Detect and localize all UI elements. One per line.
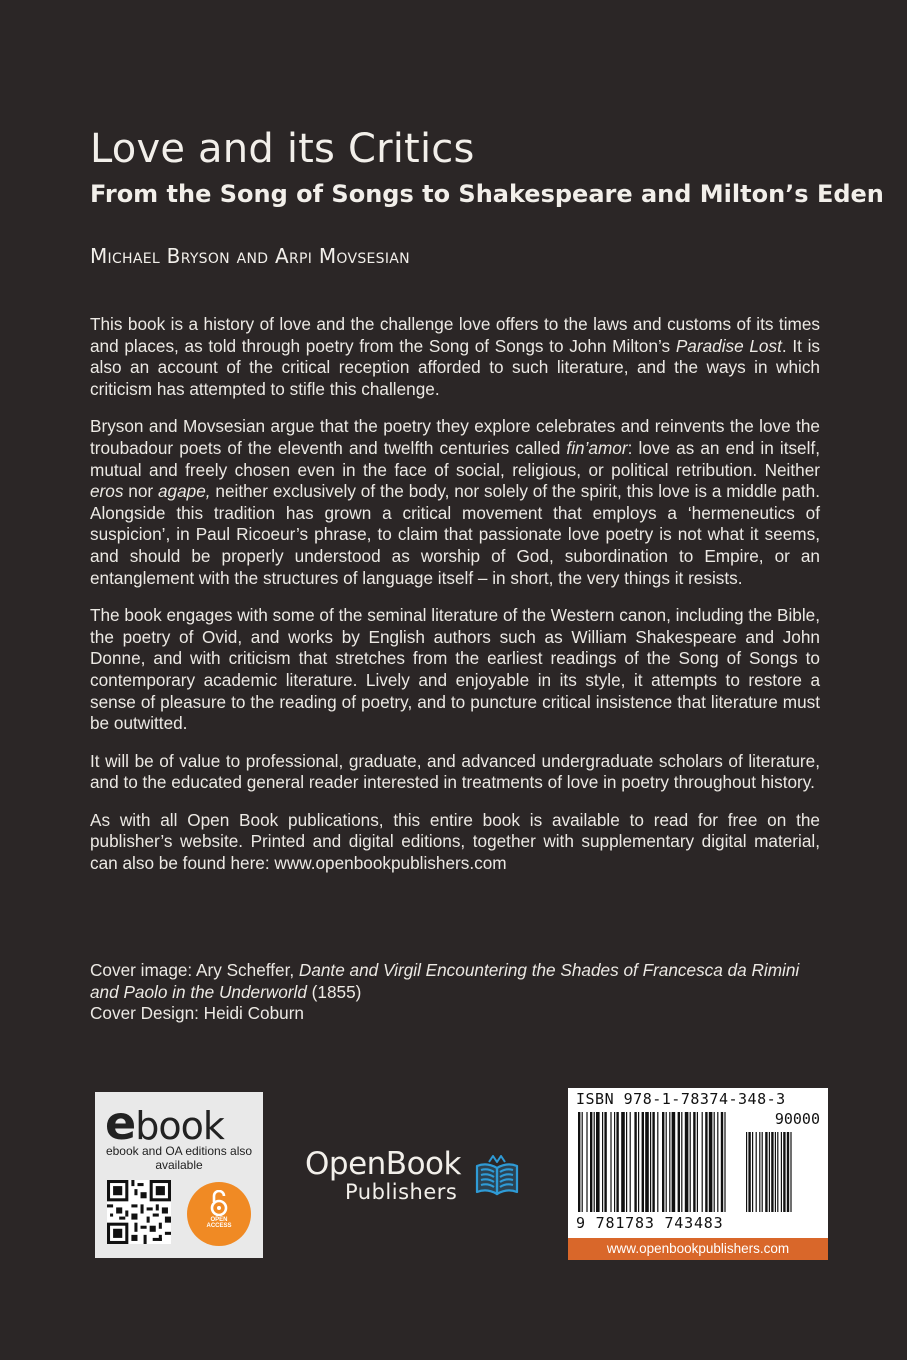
- blurb-emphasis: fin’amor: [566, 437, 628, 458]
- cover-image-credit: [90, 960, 830, 1003]
- ebook-note: ebook and OA editions also available: [105, 1144, 253, 1172]
- blurb-emphasis: Paradise Lost: [675, 335, 782, 356]
- ebook-logo-e: e: [105, 1096, 136, 1150]
- blurb-text: This book is a history of love and the challenge love offers to the laws and customs of its times and places, as told through poetry from the Song of Songs to John Milton’s: [90, 314, 820, 356]
- blurb-text: Bryson and Movsesian argue that the poetry they explore celebrates and reinvents the love the troubadour poets of the eleventh and twelfth centuries called: [90, 416, 820, 458]
- blurb-emphasis: agape,: [157, 481, 211, 502]
- publisher-url[interactable]: www.openbookpublishers.com: [568, 1238, 828, 1260]
- blurb-text: : love as an end in itself, mutual and freely chosen even in the face of social, religious, or political retribution. Neither: [90, 437, 820, 480]
- blurb: [90, 314, 820, 891]
- open-access-label: OPEN ACCESS: [206, 1217, 232, 1229]
- price-code: 90000: [774, 1110, 820, 1128]
- blurb-text: nor: [123, 481, 158, 502]
- credit-text: (1855): [306, 981, 362, 1002]
- open-book-icon: [473, 1152, 521, 1200]
- publisher-name: OpenBook: [305, 1146, 461, 1182]
- barcode-block: [568, 1088, 828, 1260]
- blurb-paragraph-3: The book engages with some of the seminal literature of the Western canon, including the Bible, the poetry of Ovid, and works by English authors such as William Shakespeare and John Donne, and with criticism that stretches from the earliest readings of the Song of Songs to contemporary academic literature. Lively and enjoyable in its style, it attempts to restore a sense of pleasure to the reading of poetry, and to puncture critical insistence that literature must be outwitted.: [90, 605, 820, 734]
- book-title: Love and its Critics: [90, 126, 475, 172]
- qr-code-icon[interactable]: [107, 1180, 171, 1244]
- ebook-badge: [95, 1092, 263, 1258]
- isbn-number: ISBN 978-1-78374-348-3: [576, 1090, 786, 1108]
- cover-design-credit: Cover Design: Heidi Coburn: [90, 1003, 304, 1024]
- credit-text: Cover image: Ary Scheffer,: [90, 960, 299, 980]
- blurb-emphasis: eros: [90, 481, 124, 502]
- publisher-logo: [305, 1146, 535, 1206]
- open-access-badge: [187, 1182, 251, 1246]
- blurb-paragraph-2: [90, 416, 820, 589]
- blurb-paragraph-5: As with all Open Book publications, this entire book is available to read for free on the publisher’s website. Printed and digital editions, together with supplementary digital material, can also be found here: www.openbookpublishers.com: [90, 809, 820, 874]
- book-authors: Michael Bryson and Arpi Movsesian: [90, 244, 410, 268]
- book-subtitle: From the Song of Songs to Shakespeare and Milton’s Eden: [90, 180, 884, 208]
- blurb-paragraph-1: [90, 314, 820, 400]
- cover-credits: [90, 960, 830, 1025]
- ebook-logo: [105, 1096, 224, 1150]
- publisher-subname: Publishers: [345, 1180, 458, 1204]
- open-access-lock-icon: [209, 1190, 229, 1216]
- barcode-icon: [578, 1112, 818, 1216]
- ebook-logo-word: book: [135, 1104, 224, 1148]
- ean-number: 9 781783 743483: [576, 1214, 724, 1232]
- blurb-paragraph-4: It will be of value to professional, graduate, and advanced undergraduate scholars of literature, and to the educated general reader interested in treatments of love in poetry throughout history.: [90, 750, 820, 793]
- credit-emphasis: Dante and Virgil Encountering the Shades of Francesca da Rimini and Paolo in the Underworld: [90, 960, 800, 1002]
- blurb-text: neither exclusively of the body, nor solely of the spirit, this love is a middle path. Alongside this tradition has grown a critical movement that employs a ‘hermeneutics of suspicion’, in Paul Ricoeur’s phrase, to claim that passionate love poetry is not what it seems, and should be properly understood as worship of God, subordination to Empire, or an entanglement with the structures of language itself – in short, the very things it resists.: [90, 481, 820, 588]
- blurb-text: . It is also an account of the critical reception afforded to such literature, and the ways in which criticism has attempted to stifle this challenge.: [90, 335, 820, 399]
